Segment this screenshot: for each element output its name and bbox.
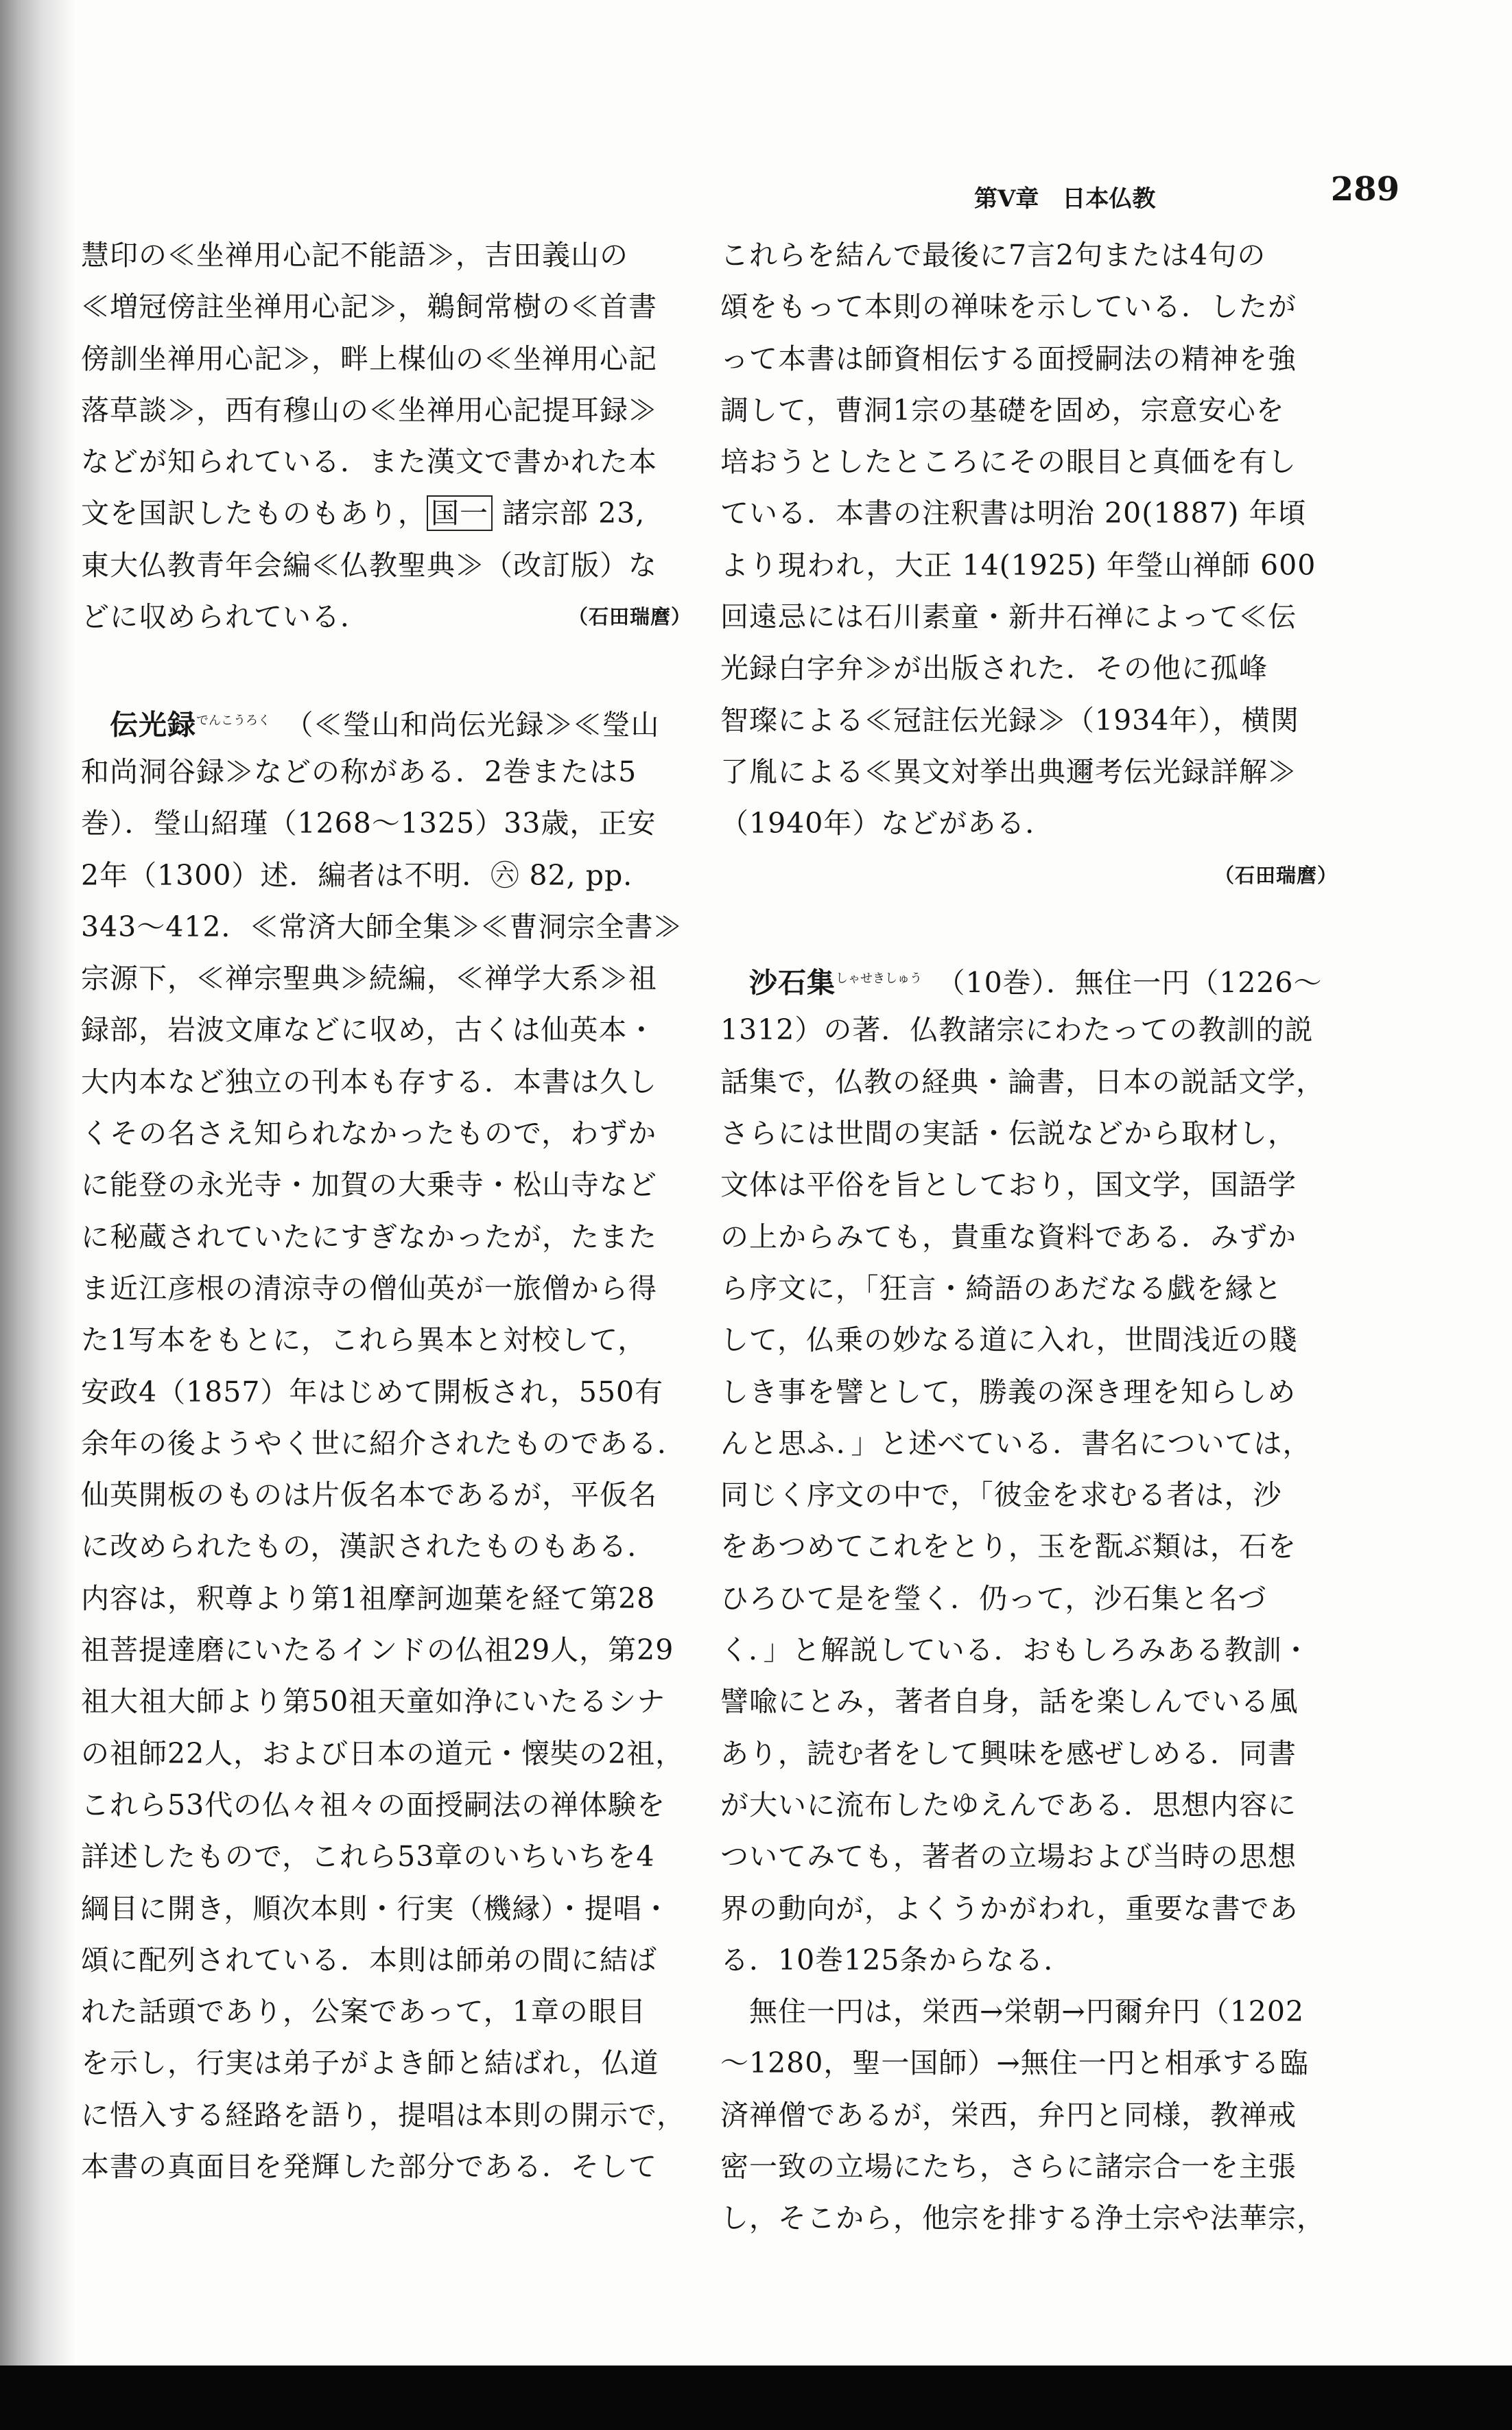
text-line: ている．本書の注釈書は明治 20(1887) 年頃 bbox=[720, 497, 1307, 530]
text-segment: （10巻）．無住一円（1226～ bbox=[951, 966, 1323, 1000]
entry-heading-line bbox=[81, 695, 692, 746]
entry-ruby: でんこうろく bbox=[196, 713, 270, 728]
text-line: くその名さえ知られなかったもので，わずか bbox=[81, 1117, 657, 1151]
text-line: 宗源下，≪禅宗聖典≫続編，≪禅学大系≫祖 bbox=[81, 962, 657, 995]
text-line: 祖菩提達磨にいたるインドの仏祖29人，第29 bbox=[81, 1633, 674, 1667]
text-line: る．10巻125条からなる． bbox=[720, 1943, 1073, 1977]
page-number: 289 bbox=[1330, 170, 1399, 209]
text-line: た1写本をもとに，これら異本と対校して， bbox=[81, 1323, 647, 1357]
text-line: 界の動向が，よくうかがわれ，重要な書であ bbox=[720, 1891, 1299, 1925]
text-line: 話集で，仏教の経典・論書，日本の説話文学， bbox=[720, 1065, 1325, 1098]
text-segment: どに収められている． bbox=[81, 600, 369, 634]
text-line: の上からみても，貴重な資料である．みずか bbox=[720, 1220, 1297, 1253]
text-line: 2年（1300）述．編者は不明．㊅ 82, pp. bbox=[81, 858, 633, 892]
text-line: 安政4（1857）年はじめて開板され，550有 bbox=[81, 1375, 664, 1408]
text-line: って本書は師資相伝する面授嗣法の精神を強 bbox=[720, 342, 1297, 375]
author-signature: （石田瑞麿） bbox=[1214, 863, 1338, 887]
text-line: 綱目に開き，順次本則・行実（機縁）・提唱・ bbox=[81, 1891, 671, 1925]
text-line: 慧印の≪坐禅用心記不能語≫，吉田義山の bbox=[81, 239, 628, 272]
text-line: 録部，岩波文庫などに収め，古くは仙英本・ bbox=[81, 1013, 657, 1047]
continuation-body bbox=[720, 230, 1338, 850]
text-line: 了胤による≪異文対挙出典邇考伝光録詳解≫ bbox=[720, 755, 1297, 788]
running-header bbox=[974, 170, 1399, 211]
text-line: 343～412．≪常済大師全集≫≪曹洞宗全書≫ bbox=[81, 910, 683, 943]
text-line: （1940年）などがある． bbox=[720, 807, 1054, 840]
text-line: 密一致の立場にたち，さらに諸宗合一を主張 bbox=[720, 2149, 1297, 2183]
text-line: に秘蔵されていたにすぎなかったが，たまた bbox=[81, 1220, 657, 1253]
text-line: 仙英開板のものは片仮名本であるが，平仮名 bbox=[81, 1478, 657, 1512]
entry-body bbox=[720, 1004, 1338, 1986]
text-line: 祖大祖大師より第50祖天童如浄にいたるシナ bbox=[81, 1685, 666, 1719]
scan-bottom-border bbox=[0, 2366, 1512, 2430]
text-line: 文体は平俗を旨としており，国文学，国語学 bbox=[720, 1168, 1297, 1202]
paragraph-body bbox=[720, 1986, 1338, 2244]
text-line: 本書の真面目を発輝した部分である．そして bbox=[81, 2149, 657, 2183]
entry-heading-line bbox=[720, 953, 1338, 1004]
text-line: 無住一円は，栄西→栄朝→円爾弁円（1202 bbox=[720, 1995, 1305, 2029]
text-line: 東大仏教青年会編≪仏教聖典≫（改訂版）な bbox=[81, 548, 657, 582]
paragraph-gap bbox=[720, 901, 1338, 953]
text-line: 傍訓坐禅用心記≫，畔上楳仙の≪坐禅用心記 bbox=[81, 342, 657, 375]
entry-ruby: しゃせきしゅう bbox=[836, 971, 922, 987]
text-segment: 文を国訳したものもあり， bbox=[81, 497, 427, 530]
text-line: 詳述したもので，これら53章のいちいちを4 bbox=[81, 1840, 655, 1874]
chapter-title: 第Ⅴ章 日本仏教 bbox=[974, 185, 1156, 213]
text-line: ～1280，聖一国師）→無住一円と相承する臨 bbox=[720, 2046, 1309, 2080]
text-line: れた話頭であり，公案であって，1章の眼目 bbox=[81, 1995, 646, 2029]
text-line: 回遠忌には石川素童・新井石禅によって≪伝 bbox=[720, 600, 1297, 634]
text-line: して，仏乗の妙なる道に入れ，世間浅近の賤 bbox=[720, 1323, 1298, 1357]
text-line: 巻）．瑩山紹瑾（1268～1325）33歳，正安 bbox=[81, 807, 657, 840]
text-segment: （≪瑩山和尚伝光録≫≪瑩山 bbox=[299, 708, 660, 742]
text-line: し，そこから，他宗を排する浄土宗や法華宗， bbox=[720, 2202, 1325, 2235]
text-line: 光録白字弁≫が出版された．その他に孤峰 bbox=[720, 652, 1268, 685]
text-line: をあつめてこれをとり，玉を翫ぶ類は，石を bbox=[720, 1530, 1297, 1564]
text-line: これらを結んで最後に7言2句または4句の bbox=[720, 239, 1266, 272]
text-line: ≪増冠傍註坐禅用心記≫，鵜飼常樹の≪首書 bbox=[81, 290, 657, 324]
text-line: ついてみても，著者の立場および当時の思想 bbox=[720, 1840, 1297, 1874]
text-line: ひろひて是を瑩く．仍って，沙石集と名づ bbox=[720, 1581, 1267, 1615]
text-line: 頌をもって本則の禅味を示している．したが bbox=[720, 290, 1297, 324]
text-line: 譬喩にとみ，著者自身，話を楽しんでいる風 bbox=[720, 1685, 1299, 1719]
text-line: 調して，曹洞1宗の基礎を固め，宗意安心を bbox=[720, 393, 1285, 427]
text-line: の祖師22人，および日本の道元・懐奘の2祖， bbox=[81, 1736, 685, 1770]
text-line: 和尚洞谷録≫などの称がある．2巻または5 bbox=[81, 755, 637, 788]
text-line: 1312）の著．仏教諸宗にわたっての教訓的説 bbox=[720, 1013, 1314, 1047]
text-line: 培おうとしたところにその眼目と真価を有し bbox=[720, 445, 1297, 479]
text-line: 頌に配列されている．本則は師弟の間に結ば bbox=[81, 1943, 657, 1977]
text-line: 余年の後ようやく世に紹介されたものである． bbox=[81, 1426, 686, 1460]
text-line: ま近江彦根の清涼寺の僧仙英が一旅僧から得 bbox=[81, 1271, 657, 1305]
text-segment: 諸宗部 23, bbox=[502, 497, 646, 530]
text-line: 同じく序文の中で，「彼金を求むる者は，沙 bbox=[720, 1478, 1282, 1512]
text-line: が大いに流布したゆえんである．思想内容に bbox=[720, 1788, 1297, 1821]
text-line: 大内本など独立の刊本も存する．本書は久し bbox=[81, 1065, 657, 1098]
text-line: ら序文に，「狂言・綺語のあだなる戯を縁と bbox=[720, 1271, 1283, 1305]
entry-term: 伝光録 bbox=[110, 708, 196, 742]
left-column bbox=[81, 230, 692, 2193]
text-line: さらには世間の実話・伝説などから取材し， bbox=[720, 1117, 1297, 1151]
text-line: より現われ，大正 14(1925) 年瑩山禅師 600 bbox=[720, 548, 1316, 582]
author-signature: （石田瑞麿） bbox=[567, 605, 692, 629]
text-line: などが知られている．また漢文で書かれた本 bbox=[81, 445, 657, 479]
text-line: しき事を譬として，勝義の深き理を知らしめ bbox=[720, 1375, 1297, 1408]
entry-term: 沙石集 bbox=[749, 966, 836, 1000]
right-column bbox=[720, 230, 1338, 2245]
text-line: に改められたもの，漢訳されたものもある． bbox=[81, 1530, 657, 1564]
abbrev-mark: 国一 bbox=[427, 495, 493, 531]
text-line: あり，読む者をして興味を感ぜしめる．同書 bbox=[720, 1736, 1297, 1770]
text-line: く．」と解説している．おもしろみある教訓・ bbox=[720, 1633, 1311, 1667]
text-line: 智璨による≪冠註伝光録≫（1934年），横関 bbox=[720, 703, 1299, 737]
text-line: んと思ふ．」と述べている．書名については， bbox=[720, 1426, 1312, 1460]
text-line: に能登の永光寺・加賀の大乗寺・松山寺など bbox=[81, 1168, 657, 1202]
text-line bbox=[81, 591, 692, 643]
paragraph-gap bbox=[81, 643, 692, 694]
text-line: これら53代の仏々祖々の面授嗣法の禅体験を bbox=[81, 1788, 666, 1821]
text-line: を示し，行実は弟子がよき師と結ばれ，仏道 bbox=[81, 2046, 659, 2080]
page-edge-shadow bbox=[0, 0, 75, 2430]
text-line: 内容は，釈尊より第1祖摩訶迦葉を経て第28 bbox=[81, 1581, 656, 1615]
entry-body bbox=[81, 746, 692, 2193]
text-line: 落草談≫，西有穆山の≪坐禅用心記提耳録≫ bbox=[81, 393, 657, 427]
text-line bbox=[81, 488, 692, 539]
text-line: 済禅僧であるが，栄西，弁円と同様，教禅戒 bbox=[720, 2098, 1297, 2132]
text-line: に悟入する経路を語り，提唱は本則の開示で， bbox=[81, 2098, 686, 2132]
